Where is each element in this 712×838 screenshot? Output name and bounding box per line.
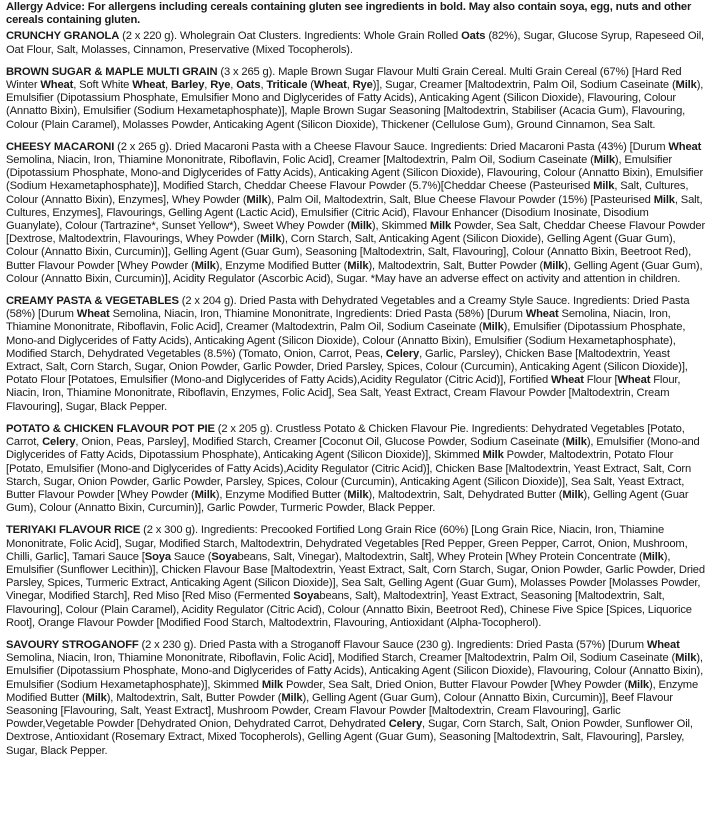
allergen-text: Wheat [617,374,651,387]
ingredient-text: (2 x 230 g). Dried Pasta with a Stroganoff Flavour Sauce (230 g). Ingredients: Dried Pasta (57%) [Durum [138,638,647,651]
ingredient-text: , Salt, Cultures, Colour (Annatto Bixin), Enzymes], Whey Powder ( [6,180,689,206]
ingredient-text: , Soft White [73,79,133,92]
ingredient-text: Flour, Niacin, Iron, Thiamine Mononitrate, Riboflavin, Enzymes, Folic Acid], Sea Salt, Yeast Extract, Cream Flavour Powder [Maltodextrin, Cream Flavouring], Sugar, Black Pepper. [6,374,681,413]
allergen-text: Soya [144,550,171,563]
allergen-text: Wheat [40,79,74,92]
ingredient-text: beans, Salt), Maltodextrin], Yeast Extract, Seasoning [Maltodextrin, Salt, Flavouring], Colour (Plain Caramel), Acidity Regulator (Citric Acid), Colour (Annatto Bixin, Beetroot Red), Chinese Five Spice [Spices, Liquorice Root], Orange Flavour Powder [Modified Food Starch, Maltodextrin, Flavouring, Antioxidant (Alpha-Tocopherol). [6,590,692,629]
ingredient-text: ), Maltodextrin, Salt, Butter Powder ( [368,259,544,272]
allergen-text: Celery [385,347,420,360]
ingredient-text: , Sugar, Corn Starch, Salt, Onion Powder, Sunflower Oil, Dextrose, Antioxidant (Rosemary Extract, Mixed Tocopherols), Gelling Agent (Guar Gum), Seasoning [Maltodextrin, Salt, Flavouring], Parsley, Sugar, Black Pepper. [6,718,693,757]
ingredient-text: ), Emulsifier (Dipotassium Phosphate, Mono-and Diglycerides of Fatty Acids), Anticaking Agent (Silicon Dioxide), Colour (Annatto Bixin), Emulsifier (Sodium Hexametaphosphate), Modified Starch, Dehydrated Vegetables (8.5%) (Tomato, Onion, Carrot, Peas, [6,321,686,360]
product-entry [6,30,706,56]
product-entry [6,639,706,758]
allergen-text: Milk [565,436,587,449]
ingredient-text: (2 x 265 g). Dried Macaroni Pasta with a Cheese Flavour Sauce. Ingredients: Dried Macaroni Pasta (43%) [Durum [114,140,669,153]
ingredient-text: , [346,79,353,92]
allergen-text: Celery [388,718,423,731]
product-name: BROWN SUGAR & MAPLE MULTI GRAIN [6,65,218,78]
ingredient-text: , [165,79,171,92]
product-entry [6,295,706,414]
ingredient-text: ), Emulsifier (Mono-and Diglycerides of Fatty Acids, Dipotassium Phosphate), Anticaking Agent (Silicon Dioxide)], Skimmed [6,436,700,462]
ingredient-text: Powder, Sea Salt, Cheddar Cheese Flavour Powder [Dextrose, Maltodextrin, Flavourings, Whey Powder ( [6,220,706,246]
product-name: SAVOURY STROGANOFF [6,638,139,651]
allergen-text: Milk [85,691,107,704]
allergen-text: Oats [236,79,261,92]
product-name: CRUNCHY GRANOLA [6,30,120,43]
ingredient-text: (3 x 265 g). Maple Brown Sugar Flavour Multi Grain Cereal. Multi Grain Cereal (67%) [Hard Red Winter [6,65,682,92]
allergen-text: Milk [675,652,697,665]
ingredient-text: ), Enzyme Modified Butter ( [6,678,699,704]
allergen-text: Wheat [668,140,702,153]
ingredient-text: Semolina, Niacin, Iron, Thiamine Mononitrate, Ingredients: Dried Pasta (58%) [Durum [109,308,526,321]
ingredient-text: ), Enzyme Modified Butter ( [215,259,348,272]
product-name: CREAMY PASTA & VEGETABLES [6,295,179,308]
ingredient-text: , Salt, Cultures, Enzymes], Flavourings, Gelling Agent (Lactic Acid), Emulsifier (Citric Acid), Flavour Enhancer (Disodium Inosinate, Disodium Guanylate), Colour (Tartrazine*, Sunset Yellow*), Sweet Whey Powder ( [6,193,703,233]
ingredient-text: ), Skimmed [371,220,430,233]
ingredient-text: ), Emulsifier (Dipotassium Phosphate, Mono-and Diglycerides of Fatty Acids), Anticaking Agent (Silicon Dioxide), Flavouring, Colour (Annatto Bixin), Emulsifier (Sodium Hexametaphosphate)], Skimmed [6,652,704,691]
allergen-text: Milk [347,259,369,272]
allergen-text: Milk [653,193,675,206]
ingredient-text: Semolina, Niacin, Iron, Thiamine Mononitrate, Riboflavin, Folic Acid], Creamer (Maltodextrin, Palm Oil, Sodium Caseinate ( [6,308,671,334]
product-entry [6,524,706,630]
allergen-text: Milk [482,321,504,334]
allergen-text: Milk [350,220,372,233]
allergen-text: Milk [261,678,283,691]
allergen-text: Milk [246,193,268,206]
ingredient-text: ), Enzyme Modified Butter ( [215,488,348,501]
ingredient-text: (2 x 300 g). Ingredients: Precooked Fortified Long Grain Rice (60%) [Long Grain Rice, Niacin, Iron, Thiamine Mononitrate, Folic Acid], Sugar, Modified Starch, Maltodextrin, Dehydrated Vegetables [Red Pepper, Green Pepper, Carrot, Onion, Mushroom, Chilli, Garlic], Tamari Sauce [ [6,524,688,563]
ingredient-text: Sauce ( [170,550,212,563]
allergen-text: Wheat [76,308,110,321]
ingredient-text: ), Palm Oil, Maltodextrin, Salt, Blue Cheese Flavour Powder (15%) [Pasteurised [267,193,654,206]
ingredient-text: , Onion, Peas, Parsley], Modified Starch, Creamer [Coconut Oil, Glucose Powder, Sodium Caseinate ( [75,436,566,449]
allergy-advice: Allergy Advice: For allergens including cereals containing gluten see ingredients in bold. May also contain soya, egg, nuts and other cereals containing gluten. [6,1,692,27]
allergen-text: Milk [543,259,565,272]
allergen-text: Milk [281,691,303,704]
ingredient-text: ), Maltodextrin, Salt, Butter Powder ( [106,691,282,704]
allergen-text: Celery [42,436,76,449]
product-list [6,30,706,757]
ingredient-text: ), Gelling Agent (Guar Gum), Colour (Annatto Bixin, Curcumin)], Garlic Powder, Turmeric Powder, Black Pepper. [6,488,689,515]
allergen-text: Soya [293,590,320,603]
allergen-text: Milk [627,678,650,691]
allergen-text: Milk [562,488,584,501]
ingredient-text: ), Corn Starch, Salt, Anticaking Agent (Silicon Dioxide), Gelling Agent (Guar Gum), Colour (Annatto Bixin, Curcumin)], Gelling Agent (Guar Gum), Seasoning [Maltodextrin, Salt, Flavouring], Colour (Annatto Bixin, Beetroot Red), Butter Flavour Powder [Whey Powder ( [6,233,692,272]
ingredient-text: ( [307,79,314,92]
allergen-text: Milk [347,488,369,501]
ingredient-text: ), Emulsifier (Dipotassium Phosphate, Mono-and Diglycerides of Fatty Acids), Anticaking Agent (Silicon Dioxide), Flavouring, Colour (Annatto Bixin), Emulsifier (Sodium Hexametaphosphate)], Modified Starch, Cheddar Cheese Flavour Powder (5.7%)[Cheddar Cheese (Pasteurised [6,154,704,193]
allergen-text: Rye [352,79,373,92]
product-entry [6,423,706,515]
allergen-text: Triticale [266,79,308,92]
ingredient-text: (2 x 205 g). Crustless Potato & Chicken Flavour Pie. Ingredients: Dehydrated Vegetables [Potato, Carrot, [6,422,685,449]
ingredient-text: ), Gelling Agent (Guar Gum), Colour (Annatto Bixin, Curcumin)], Beef Flavour Seasoning [Flavouring, Salt, Yeast Extract], Mushroom Powder, Cream Flavour Powder [Maltodextrin, Cream Flavouring], Garlic Powder,Vegetable Powder [Dehydrated Onion, Dehydrated Carrot, Dehydrated [6,691,673,731]
ingredient-text: ), Emulsifier (Dipotassium Phosphate, Emulsifier Mono and Diglycerides of Fatty Acids), Anticaking Agent (Silicon Dioxide), Flavouring, Colour (Annatto Bixin), Emulsifier (Sodium Hexametaphosphate)], Maple Brown Sugar Seasoning [Maltodextrin, Stabiliser (Acacia Gum), Flavouring, Colour (Plain Caramel), Molasses Powder, Anticaking Agent (Silicon Dioxide), Thickener (Cellulose Gum), Ground Cinnamon, Sea Salt. [6,79,704,131]
allergen-text: Milk [194,488,216,501]
allergen-text: Wheat [525,308,559,321]
allergen-text: Wheat [551,374,584,387]
allergen-text: Wheat [132,79,166,92]
allergen-text: Oats [461,30,486,43]
allergen-text: Milk [482,449,504,462]
allergen-text: Milk [194,259,216,272]
ingredient-text: , Garlic, Parsley), Chicken Base [Maltodextrin, Yeast Extract, Salt, Corn Starch, Sugar, Onion Powder, Garlic Powder, Dried Parsley, Spices, Colour (Curcumin), Anticaking Agent (Silicon Dioxide)], Potato Flour [Potatoes, Emulsifier (Mono-and Diglycerides of Fatty Acids),Acidity Regulator (Citric Acid)], Fortified [6,347,688,387]
allergen-text: Barley [170,79,205,92]
allergen-text: Milk [675,79,697,92]
ingredient-text: Semolina, Niacin, Iron, Thiamine Mononitrate, Riboflavin, Folic Acid], Modified Starch, Creamer [Maltodextrin, Palm Oil, Sodium Caseinate ( [6,652,676,665]
ingredient-text: ), Gelling Agent (Guar Gum), Colour (Annatto Bixin, Curcumin)], Acidity Regulator (Ascorbic Acid), Sugar. *May have an adverse effect on activity and attention in children. [6,259,703,285]
allergen-text: Milk [260,233,282,246]
allergen-text: Wheat [313,79,347,92]
ingredient-text: beans, Salt, Vinegar), Maltodextrin, Salt], Whey Protein [Whey Protein Concentrate ( [237,550,643,563]
product-name: POTATO & CHICKEN FLAVOUR POT PIE [6,422,215,435]
ingredient-text: Flour [ [583,374,618,387]
product-entry [6,141,706,286]
ingredient-text: Powder, Maltodextrin, Potato Flour [Potato, Emulsifier (Mono-and Diglycerides of Fatty Acids),Acidity Regulator (Citric Acid)], Chicken Base [Maltodextrin, Yeast Extract, Salt, Corn Starch, Sugar, Onion Powder, Garlic Powder, Parsley, Spices, Colour (Curcumin), Anticaking Agent (Silicon Dioxide)], Sea Salt, Yeast Extract, Butter Flavour Powder [Whey Powder ( [6,449,692,501]
ingredient-text: , [204,79,211,92]
allergen-text: Milk [642,550,664,563]
allergen-text: Soya [211,550,238,563]
allergen-text: Rye [210,79,231,92]
product-name: CHEESY MACARONI [6,140,115,153]
ingredient-text: ), Emulsifier (Sunflower Lecithin)], Chicken Flavour Base [Maltodextrin, Yeast Extract, Salt, Corn Starch, Sugar, Onion Powder, Garlic Powder, Dried Parsley, Spices, Turmeric Extract, Anticaking Agent (Silicon Dioxide)], Sea Salt, Gelling Agent (Guar Gum), Molasses Powder [Molasses Powder, Vinegar, Modified Starch], Red Miso [Red Miso (Fermented [6,550,705,603]
allergen-text: Milk [593,180,615,193]
ingredient-text: Semolina, Niacin, Iron, Thiamine Mononitrate, Riboflavin, Folic Acid], Creamer [Maltodextrin, Palm Oil, Sodium Caseinate ( [6,154,594,167]
product-name: TERIYAKI FLAVOUR RICE [6,524,141,537]
allergen-text: Milk [429,220,452,233]
allergen-text: Wheat [646,638,680,651]
ingredient-text: (2 x 220 g). Wholegrain Oat Clusters. Ingredients: Whole Grain Rolled [119,30,462,43]
allergen-text: Milk [593,154,615,167]
ingredient-text: , [230,79,237,92]
ingredient-text: , [260,79,267,92]
product-entry [6,66,706,132]
ingredient-text: )], Sugar, Creamer [Maltodextrin, Palm Oil, Sodium Caseinate ( [372,79,676,92]
ingredient-text: (2 x 204 g). Dried Pasta with Dehydrated Vegetables and a Creamy Style Sauce. Ingredients: Dried Pasta (58%) [Durum [6,295,690,321]
ingredient-text: ), Maltodextrin, Salt, Dehydrated Butter ( [368,488,563,501]
ingredient-text: (82%), Sugar, Glucose Syrup, Rapeseed Oil, Oat Flour, Salt, Molasses, Cinnamon, Preservative (Mixed Tocopherols). [6,30,705,56]
ingredient-text: Powder, Sea Salt, Dried Onion, Butter Flavour Powder [Whey Powder ( [282,678,628,691]
